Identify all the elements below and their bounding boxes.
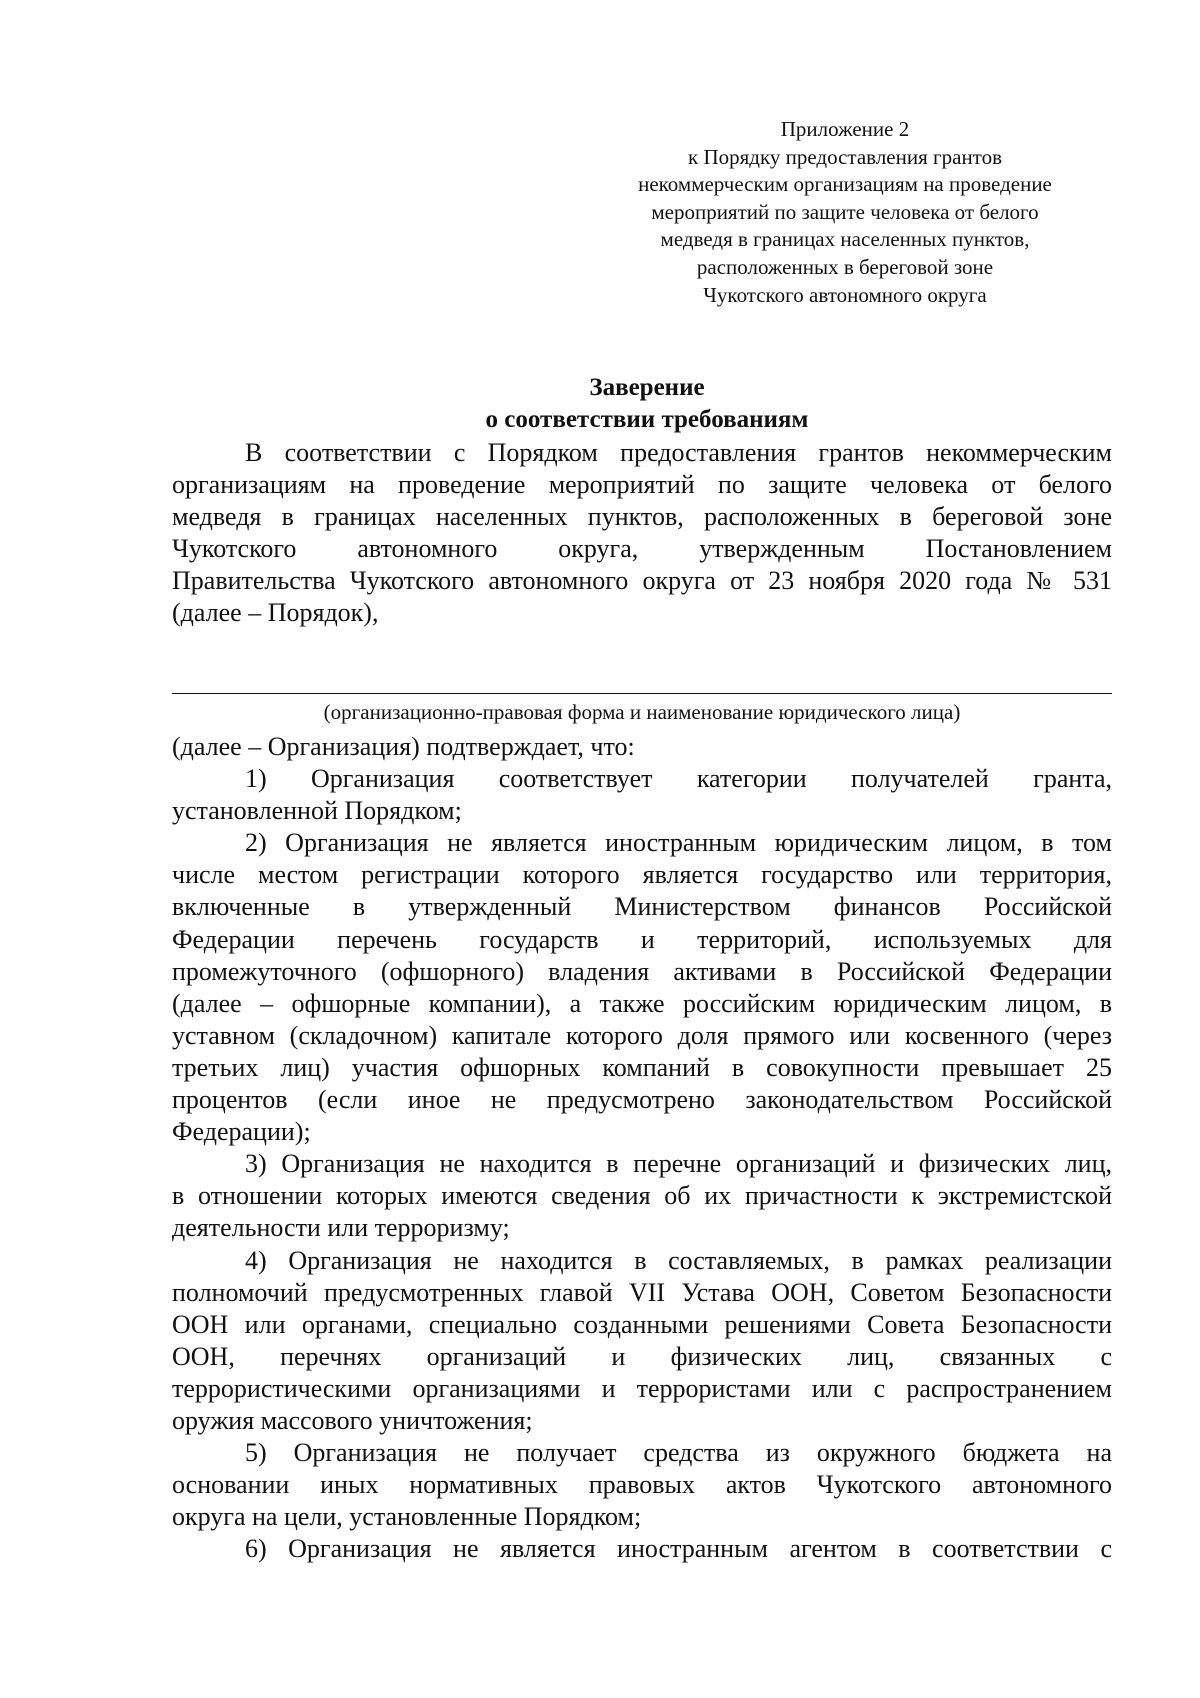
appendix-line: некоммерческим организациям на проведение (638, 172, 1052, 197)
intro-line: организациям на проведение мероприятий по защите человека от белого (172, 470, 1112, 500)
item-line: ООН или органами, специально созданными решениями Совета Безопасности (172, 1309, 1112, 1339)
item-line: 5) Организация не получает средства из окружного бюджета на (245, 1438, 1112, 1468)
item-6 (172, 1533, 1112, 1565)
title-line-1: Заверение (589, 374, 705, 401)
title-line-2: о соответствии требованиям (485, 406, 809, 433)
item-line: ООН, перечнях организаций и физических лиц, связанных с (172, 1341, 1112, 1371)
item-line: включенные в утвержденный Министерством финансов Российской (172, 892, 1112, 922)
item-line: деятельности или терроризму; (172, 1213, 510, 1243)
item-line: основании иных нормативных правовых актов Чукотского автономного (172, 1470, 1112, 1500)
appendix-line: Приложение 2 (780, 117, 910, 141)
item-line: промежуточного (офшорного) владения активами в Российской Федерации (172, 956, 1112, 986)
intro-line: В соответствии с Порядком предоставления грантов некоммерческим (245, 438, 1112, 467)
intro-line: (далее – Порядок), (172, 598, 379, 628)
intro-paragraph (172, 437, 1112, 630)
item-line: округа на цели, установленные Порядком; (172, 1502, 642, 1532)
item-3 (172, 1148, 1112, 1244)
item-line: третьих лиц) участия офшорных компаний в совокупности превышает 25 (172, 1052, 1112, 1082)
item-line: в отношении которых имеются сведения об их причастности к экстремистской (172, 1181, 1112, 1211)
appendix-line: Чукотского автономного округа (703, 282, 987, 307)
item-line: Федерации перечень государств и территорий, используемых для (172, 924, 1112, 954)
item-2 (172, 827, 1112, 1148)
item-4 (172, 1245, 1112, 1438)
item-line: 3) Организация не находится в перечне организаций и физических лиц, (245, 1149, 1112, 1179)
appendix-line: мероприятий по защите человека от белого (651, 199, 1039, 224)
item-line: числе местом регистрации которого является государство или территория, (172, 860, 1112, 890)
item-line: полномочий предусмотренных главой VII Устава ООН, Советом Безопасности (172, 1277, 1112, 1307)
item-line: 1) Организация соответствует категории получателей гранта, (245, 764, 1112, 794)
item-line: оружия массового уничтожения; (172, 1405, 533, 1435)
item-line: 2) Организация не является иностранным юридическим лицом, в том (245, 828, 1112, 858)
item-line: процентов (если иное не предусмотрено законодательством Российской (172, 1085, 1112, 1115)
item-line: (далее – офшорные компании), а также российским юридическим лицом, в (172, 988, 1112, 1018)
item-line: Федерации); (172, 1117, 311, 1147)
item-line: 4) Организация не находится в составляемых, в рамках реализации (245, 1245, 1112, 1275)
appendix-line: расположенных в береговой зоне (696, 254, 994, 279)
appendix-line: медведя в границах населенных пунктов, (660, 227, 1030, 252)
item-5 (172, 1437, 1112, 1533)
intro-line: медведя в границах населенных пунктов, расположенных в береговой зоне (172, 502, 1112, 532)
confirmations-block (172, 731, 1112, 1565)
appendix-header (600, 116, 1090, 309)
confirm-line: (далее – Организация) подтверждает, что: (172, 732, 635, 761)
item-line: уставном (складочном) капитале которого доля прямого или косвенного (через (172, 1020, 1112, 1050)
item-line: установленной Порядком; (172, 796, 462, 826)
item-line: 6) Организация не является иностранным агентом в соответствии с (245, 1534, 1112, 1564)
intro-line: Чукотского автономного округа, утвержденным Постановлением (172, 534, 1112, 564)
item-1 (172, 763, 1112, 827)
intro-line: Правительства Чукотского автономного округа от 23 ноября 2020 года № 531 (172, 566, 1112, 596)
organization-name-field-line (172, 693, 1112, 694)
item-line: террористическими организациями и террористами или с распространением (172, 1373, 1112, 1403)
appendix-line: к Порядку предоставления грантов (688, 144, 1002, 169)
document-title (172, 372, 1122, 436)
organization-field-caption: (организационно-правовая форма и наименование юридического лица) (323, 700, 961, 724)
